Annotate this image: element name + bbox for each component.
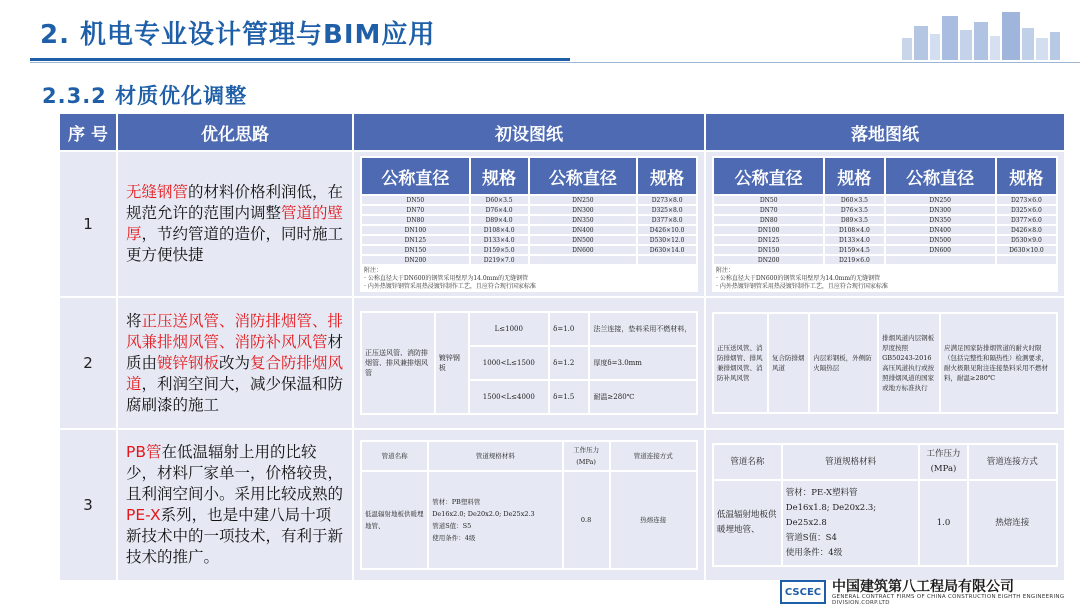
spec-cell: DN350 xyxy=(529,215,638,225)
spec-row xyxy=(713,245,1057,255)
page-title: 2. 机电专业设计管理与BIM应用 xyxy=(40,20,436,50)
idea-text: ，节约管道的造价，同时施工更方便快捷 xyxy=(126,225,344,264)
spec-row xyxy=(361,225,697,235)
text-line: 使用条件：4级 xyxy=(785,547,843,558)
pipe-spec-table: 公称直径 规格 公称直径 规格 DN50 D60×3.5 DN250 D273×6.0 DN70 D76×3.5 DN300 D325×6.0 DN80 D89×3.5 DN350 D377×6.0 DN100 D108×4.0 DN400 D426×8.0 DN125 D133×4.0 DN500 D530×9.0 DN150 D159×4.5 DN600 D630×10.0 DN200 D219×6.0 xyxy=(712,156,1058,266)
spec-row xyxy=(713,215,1057,225)
spec-row xyxy=(713,195,1057,205)
spec-rows xyxy=(361,195,697,265)
spec-row xyxy=(361,255,697,265)
company-logo: CSCEC xyxy=(780,580,826,604)
spec-cell: DN350 xyxy=(885,215,996,225)
table-row xyxy=(59,429,1065,581)
spec-cell: D89×3.5 xyxy=(824,215,884,225)
spec-cell: D133×4.0 xyxy=(470,235,529,245)
spec-cell: DN200 xyxy=(361,255,470,265)
spec-cell: DN70 xyxy=(713,205,824,215)
spec-cell: DN50 xyxy=(361,195,470,205)
spec-cell: DN150 xyxy=(713,245,824,255)
final-drawing xyxy=(705,429,1065,581)
duct-spec-table-final: 正压送风管、消防排烟管、排风兼排烟风管、消防补风风管 复合防排烟风道 内层彩钢板，外侧防火隔热层 排烟风道内层钢板厚度按照GB50243-2016高压风道执行或按照排烟风道的国家或地方标准执行 应满足国家防排烟管道的耐火时限（包括完整性和隔热性）检测要求，耐火极限见附注连接垫料采用不燃材料，耐温≥280℃ xyxy=(712,312,1058,414)
initial-drawing xyxy=(353,429,705,581)
text-line: De16x1.8; De20x2.3; De25x2.8 xyxy=(785,502,877,528)
spec-row xyxy=(713,225,1057,235)
initial-drawing xyxy=(353,151,705,297)
idea-text: 系列，也是中建八局十项新技术中的一项技术，有利于新技术的推广。 xyxy=(126,506,344,566)
pipe-spec-lines xyxy=(428,471,562,569)
spec-cell xyxy=(885,255,996,265)
spec-cell: D219×7.0 xyxy=(470,255,529,265)
spec-cell: D377×8.0 xyxy=(637,215,697,225)
spec-cell: D273×8.0 xyxy=(637,195,697,205)
spec-notes xyxy=(360,266,698,292)
pipe-material-table-initial: 管道名称 管道规格材料 工作压力(MPa) 管道连接方式 低温辐射地板供暖埋地管、 管材：PB塑料管 De16x2.0; De20x2.0; De25x2.3 管道S值：S5 使用条件：4级 0.8 热熔连接 xyxy=(360,440,698,570)
spec-cell: D325×6.0 xyxy=(996,205,1057,215)
spec-cell: DN70 xyxy=(361,205,470,215)
spec-cell: DN200 xyxy=(713,255,824,265)
spec-cell: DN125 xyxy=(361,235,470,245)
table-row xyxy=(59,151,1065,297)
spec-cell: DN100 xyxy=(361,225,470,235)
text-line: · 内外热镀锌钢管采用热浸镀锌制作工艺，且应符合现行国家标准 xyxy=(364,283,536,290)
spec-row xyxy=(713,235,1057,245)
table-row xyxy=(59,297,1065,429)
spec-cell: DN500 xyxy=(529,235,638,245)
spec-row xyxy=(361,235,697,245)
initial-drawing xyxy=(353,297,705,429)
text-line: De16x2.0; De20x2.0; De25x2.3 xyxy=(432,510,535,518)
text-line: · 公称直径大于DN600的钢管采用壁厚为14.0mm的无缝钢管 xyxy=(716,275,881,282)
spec-cell: DN300 xyxy=(885,205,996,215)
spec-cell xyxy=(637,255,697,265)
text-line: 管道S值：S4 xyxy=(785,532,837,543)
col-header-idea: 优化思路 xyxy=(117,113,353,151)
spec-row xyxy=(361,215,697,225)
spec-cell: D133×4.0 xyxy=(824,235,884,245)
comparison-table xyxy=(58,112,1066,582)
spec-cell: D219×6.0 xyxy=(824,255,884,265)
pipe-material-table-final: 管道名称 管道规格材料 工作压力(MPa) 管道连接方式 低温辐射地板供暖埋地管、 管材：PE-X塑料管 De16x1.8; De20x2.3; De25x2.8 管道S值：S4 使用条件：4级 1.0 热熔连接 xyxy=(712,443,1058,567)
idea-text: 材质由 xyxy=(126,332,344,372)
idea-text: 在低温辐射上用的比较少，材料厂家单一，价格较贵，且利润空间小。采用比较成熟的 xyxy=(126,443,344,503)
text-line: 管道S值：S5 xyxy=(432,522,472,530)
spec-cell: D159×4.5 xyxy=(824,245,884,255)
duct-spec-table-initial: 正压送风管、消防排烟管、排风兼排烟风管 镀锌钢板 L≤1000 δ=1.0 法兰连接，垫料采用不燃材料， 1000<L≤1500 δ=1.2 厚度δ=3.0mm 1500<L≤4000 δ=1.5 耐温≥280℃ xyxy=(360,311,698,415)
spec-cell: DN400 xyxy=(529,225,638,235)
spec-row xyxy=(713,205,1057,215)
spec-cell: D325×8.0 xyxy=(637,205,697,215)
highlight-text: PB管 xyxy=(126,443,162,461)
text-line: · 内外热镀锌钢管采用热浸镀锌制作工艺，且应符合现行国家标准 xyxy=(716,283,888,290)
spec-row xyxy=(361,195,697,205)
spec-cell: DN600 xyxy=(885,245,996,255)
spec-cell: D630×14.0 xyxy=(637,245,697,255)
section-subtitle: 2.3.2 材质优化调整 xyxy=(42,84,248,108)
spec-cell: DN250 xyxy=(529,195,638,205)
row-idea xyxy=(117,151,353,297)
spec-cell: DN150 xyxy=(361,245,470,255)
spec-cell: DN50 xyxy=(713,195,824,205)
spec-cell: DN600 xyxy=(529,245,638,255)
text-line: · 公称直径大于DN600的钢管采用壁厚为14.0mm的无缝钢管 xyxy=(364,275,529,282)
spec-cell: DN300 xyxy=(529,205,638,215)
spec-rows xyxy=(713,195,1057,265)
text-line: 附注： xyxy=(364,267,383,274)
spec-cell: D89×4.0 xyxy=(470,215,529,225)
row-idea xyxy=(117,297,353,429)
spec-cell: D60×3.5 xyxy=(824,195,884,205)
spec-cell: D377×6.0 xyxy=(996,215,1057,225)
highlight-text: 管道的壁厚 xyxy=(126,204,344,243)
company-name: 中国建筑第八工程局有限公司 xyxy=(832,579,1014,595)
spec-cell: DN125 xyxy=(713,235,824,245)
pipe-spec-lines xyxy=(782,480,920,566)
final-drawing xyxy=(705,151,1065,297)
spec-cell: D60×3.5 xyxy=(470,195,529,205)
table-header-row xyxy=(59,113,1065,151)
row-number: 2 xyxy=(59,297,117,429)
text-line: 管材：PE-X塑料管 xyxy=(785,487,858,498)
spec-cell xyxy=(529,255,638,265)
pipe-spec-sheet-initial xyxy=(360,156,698,292)
col-header-initial: 初设图纸 xyxy=(353,113,705,151)
spec-cell: DN250 xyxy=(885,195,996,205)
spec-cell: D108×4.0 xyxy=(470,225,529,235)
spec-cell: DN80 xyxy=(361,215,470,225)
col-header-final: 落地图纸 xyxy=(705,113,1065,151)
idea-text: 将 xyxy=(126,311,142,330)
spec-cell: DN400 xyxy=(885,225,996,235)
highlight-text: 正压送风管、消防排烟管、排风兼排烟风管、消防补风风管 xyxy=(126,311,344,351)
company-name-en: GENERAL CONTRACT FIRMS OF CHINA CONSTRUCTION EIGHTH ENGINEERING DIVISION.CORP.LTD xyxy=(832,594,1065,606)
spec-cell: DN80 xyxy=(713,215,824,225)
spec-notes xyxy=(712,266,1058,292)
text-line: 使用条件：4级 xyxy=(432,534,476,542)
spec-cell: D530×12.0 xyxy=(637,235,697,245)
idea-text: 改为 xyxy=(219,353,251,372)
spec-cell: D159×5.0 xyxy=(470,245,529,255)
text-line: 附注： xyxy=(716,267,735,274)
highlight-text: 镀锌钢板 xyxy=(157,353,220,372)
spec-cell xyxy=(996,255,1057,265)
spec-cell: D630×10.0 xyxy=(996,245,1057,255)
spec-row xyxy=(361,245,697,255)
spec-cell: D426×8.0 xyxy=(996,225,1057,235)
pipe-spec-table: 公称直径 规格 公称直径 规格 DN50 D60×3.5 DN250 D273×8.0 DN70 D76×4.0 DN300 D325×8.0 DN80 D89×4.0 DN350 D377×8.0 DN100 D108×4.0 DN400 D426×10.0 DN125 D133×4.0 DN500 D530×12.0 DN150 D159×5.0 DN600 D630×14.0 DN200 D219×7.0 xyxy=(360,156,698,266)
highlight-text: 复合防排烟风道 xyxy=(126,353,344,393)
spec-row xyxy=(361,205,697,215)
title-rule-thin xyxy=(30,62,1080,63)
final-drawing xyxy=(705,297,1065,429)
spec-cell: D108×4.0 xyxy=(824,225,884,235)
idea-text: 的材料价格利润低，在规范允许的范围内调整 xyxy=(126,183,344,222)
row-number: 3 xyxy=(59,429,117,581)
highlight-text: PE-X xyxy=(126,506,161,524)
idea-text: ，利润空间大，减少保温和防腐刷漆的施工 xyxy=(126,374,344,414)
highlight-text: 无缝钢管 xyxy=(126,183,189,201)
spec-cell: D426×10.0 xyxy=(637,225,697,235)
spec-cell: D76×4.0 xyxy=(470,205,529,215)
city-skyline-icon xyxy=(902,8,1062,60)
pipe-spec-sheet-final xyxy=(712,156,1058,292)
row-number: 1 xyxy=(59,151,117,297)
col-header-index: 序 号 xyxy=(59,113,117,151)
spec-cell: D76×3.5 xyxy=(824,205,884,215)
spec-cell: DN500 xyxy=(885,235,996,245)
spec-row xyxy=(713,255,1057,265)
spec-cell: D530×9.0 xyxy=(996,235,1057,245)
title-rule xyxy=(30,58,570,61)
spec-cell: D273×6.0 xyxy=(996,195,1057,205)
text-line: 管材：PB塑料管 xyxy=(432,498,481,506)
row-idea xyxy=(117,429,353,581)
spec-cell: DN100 xyxy=(713,225,824,235)
